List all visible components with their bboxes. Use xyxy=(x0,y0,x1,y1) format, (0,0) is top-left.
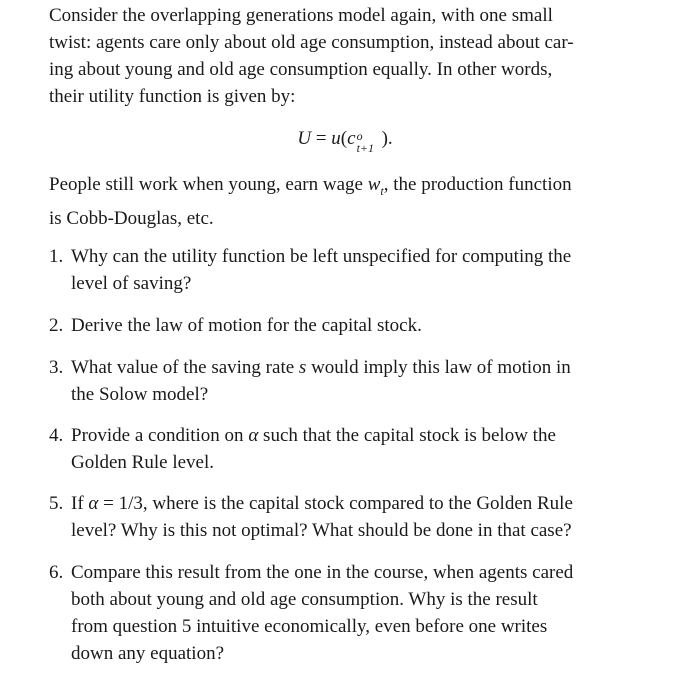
question-5: 5. If α = 1/3, where is the capital stock compared to the Golden Rule level? Why is this not optimal? What should be done in that case? xyxy=(49,490,641,544)
formula-variable: c xyxy=(347,128,356,149)
question-4: 4. Provide a condition on α such that the capital stock is below the Golden Rule level. xyxy=(49,422,641,476)
formula-superscript: o xyxy=(356,129,363,143)
saving-rate-variable: s xyxy=(298,357,307,378)
formula-open-paren: ( xyxy=(340,128,348,149)
wage-subscript: t xyxy=(380,183,384,198)
intro-line-3: ing about young and old age consumption equally. In other words, xyxy=(49,59,553,80)
formula-equals: = xyxy=(311,128,332,149)
question-number: 2. xyxy=(49,315,64,336)
question-1: 1. Why can the utility function be left unspecified for computing the level of saving? xyxy=(49,243,641,297)
question-2: 2. Derive the law of motion for the capital stock. xyxy=(49,312,641,339)
utility-formula xyxy=(49,128,641,155)
formula-close: ). xyxy=(381,128,393,149)
intro-paragraph xyxy=(49,2,641,110)
intro-line-1: Consider the overlapping generations model again, with one small xyxy=(49,5,553,26)
question-3: 3. What value of the saving rate s would imply this law of motion in the Solow model? xyxy=(49,354,641,408)
intro-line-2: twist: agents care only about old age consumption, instead about car- xyxy=(49,32,574,53)
question-number: 5. xyxy=(49,493,64,514)
context-line-1: People still work when young, earn wage $w_t$, the production function xyxy=(49,174,572,198)
alpha-variable: α xyxy=(248,425,259,446)
formula-subscript: t+1 xyxy=(356,141,374,155)
context-line-2: is Cobb-Douglas, etc. xyxy=(49,207,214,229)
wage-variable: w xyxy=(367,174,381,195)
question-number: 6. xyxy=(49,562,64,583)
question-6: 6. Compare this result from the one in the course, when agents cared both about young and old age consumption. Why is the result from question 5 intuitive economically, even before one writes down any equation? xyxy=(49,559,641,667)
alpha-variable: α xyxy=(88,493,99,514)
question-number: 3. xyxy=(49,357,64,378)
formula-lhs: U xyxy=(297,128,312,149)
question-number: 4. xyxy=(49,425,64,446)
intro-line-4: their utility function is given by: xyxy=(49,86,296,107)
formula-function: u xyxy=(331,128,341,149)
context-paragraph xyxy=(49,171,641,232)
question-number: 1. xyxy=(49,246,64,267)
